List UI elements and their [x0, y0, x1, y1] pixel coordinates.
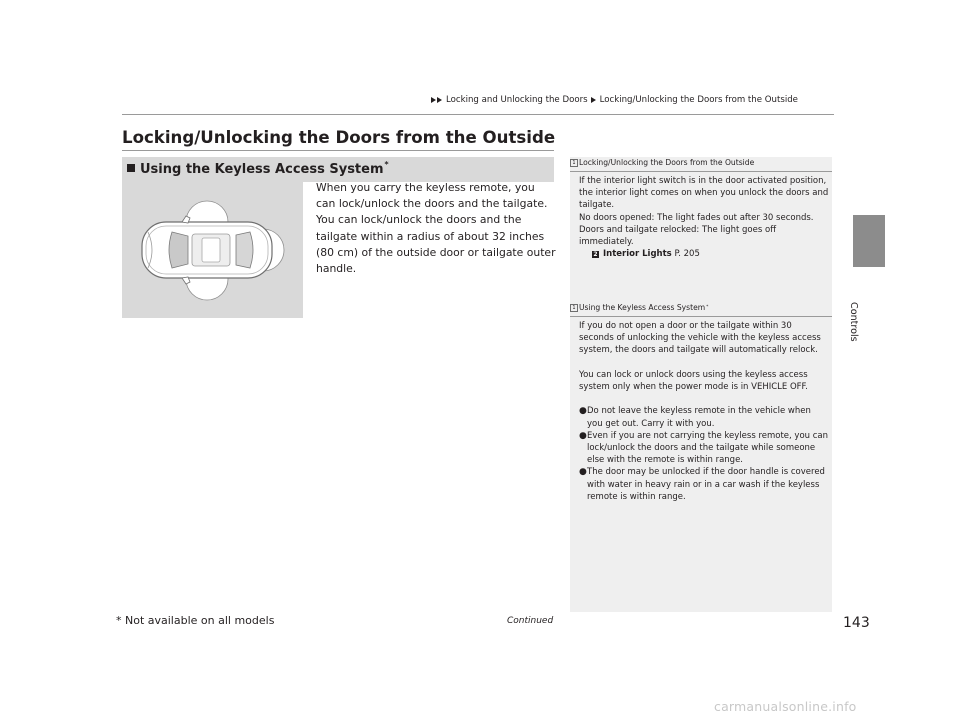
breadcrumb-level-1[interactable]: Locking and Unlocking the Doors	[446, 95, 588, 105]
cross-reference-page[interactable]: P. 205	[674, 249, 700, 260]
note-divider	[570, 171, 832, 172]
body-text	[316, 180, 556, 277]
section-heading-text: Using the Keyless Access System	[140, 162, 384, 177]
note-line: If the interior light switch is in the door activated position, the interior light comes on when you unlock the doors and tailgate.	[579, 176, 829, 211]
continued-label: Continued	[507, 616, 554, 626]
footnote: * Not available on all models	[116, 614, 275, 627]
note-reference-icon: 1	[570, 304, 578, 312]
note-paragraph: You can lock or unlock doors using the keyless access system only when the power mode is in VEHICLE OFF.	[579, 369, 808, 392]
body-paragraph: You can lock/unlock the doors and the tailgate within a radius of about 32 inches (80 cm) of the outside door or tailgate outer handle.	[316, 213, 556, 276]
body-paragraph: When you carry the keyless remote, you can lock/unlock the doors and the tailgate.	[316, 181, 548, 211]
note-body	[579, 320, 829, 503]
breadcrumb-arrow-icon	[431, 97, 436, 103]
chapter-tab-marker	[853, 215, 885, 267]
section-heading	[127, 160, 389, 177]
keyless-range-illustration	[122, 182, 303, 318]
note-heading-text: Using the Keyless Access System	[579, 303, 706, 312]
cross-reference-link[interactable]	[579, 248, 829, 260]
note-bullet-text: Even if you are not carrying the keyless remote, you can lock/unlock the doors and the tailgate while someone else with the remote is within range.	[587, 430, 829, 466]
note-bullet	[579, 430, 829, 467]
note-heading-text: Locking/Unlocking the Doors from the Outside	[579, 158, 755, 167]
breadcrumb-arrow-icon	[437, 97, 442, 103]
note-paragraph: If you do not open a door or the tailgate within 30 seconds of unlocking the vehicle with the keyless access system, the doors and tailgate will automatically relock.	[579, 321, 821, 356]
bullet-icon: ●	[579, 406, 587, 417]
breadcrumb-level-2[interactable]: Locking/Unlocking the Doors from the Outside	[599, 95, 798, 105]
cross-reference-arrow-icon: 2	[593, 251, 598, 259]
page-number: 143	[843, 615, 870, 631]
section-square-icon	[127, 164, 135, 172]
cross-reference-label[interactable]: Interior Lights	[603, 249, 672, 260]
watermark: carmanualsonline.info	[714, 699, 857, 714]
bullet-icon: ●	[579, 430, 587, 441]
note-body	[579, 175, 829, 260]
page-title: Locking/Unlocking the Doors from the Outside	[122, 128, 556, 147]
section-asterisk: *	[384, 160, 389, 169]
note-divider	[570, 316, 832, 317]
note-line: Doors and tailgate relocked: The light goes off immediately.	[579, 224, 777, 248]
note-bullet	[579, 466, 829, 503]
chapter-tab-label[interactable]: Controls	[848, 302, 859, 342]
breadcrumb-arrow-icon	[591, 97, 596, 103]
note-heading	[570, 158, 754, 167]
bullet-icon: ●	[579, 467, 587, 478]
note-reference-icon: 1	[570, 159, 578, 167]
note-heading	[570, 303, 708, 312]
car-top-view-icon	[122, 182, 303, 318]
title-divider	[122, 150, 554, 151]
breadcrumb	[431, 95, 798, 105]
note-bullet-text: Do not leave the keyless remote in the vehicle when you get out. Carry it with you.	[587, 406, 811, 429]
note-line: No doors opened: The light fades out after 30 seconds.	[579, 212, 814, 223]
header-divider	[122, 114, 834, 115]
note-bullet-text: The door may be unlocked if the door handle is covered with water in heavy rain or in a car wash if the keyless remote is within range.	[587, 467, 825, 502]
note-asterisk: *	[706, 305, 709, 310]
note-bullet	[579, 405, 829, 429]
